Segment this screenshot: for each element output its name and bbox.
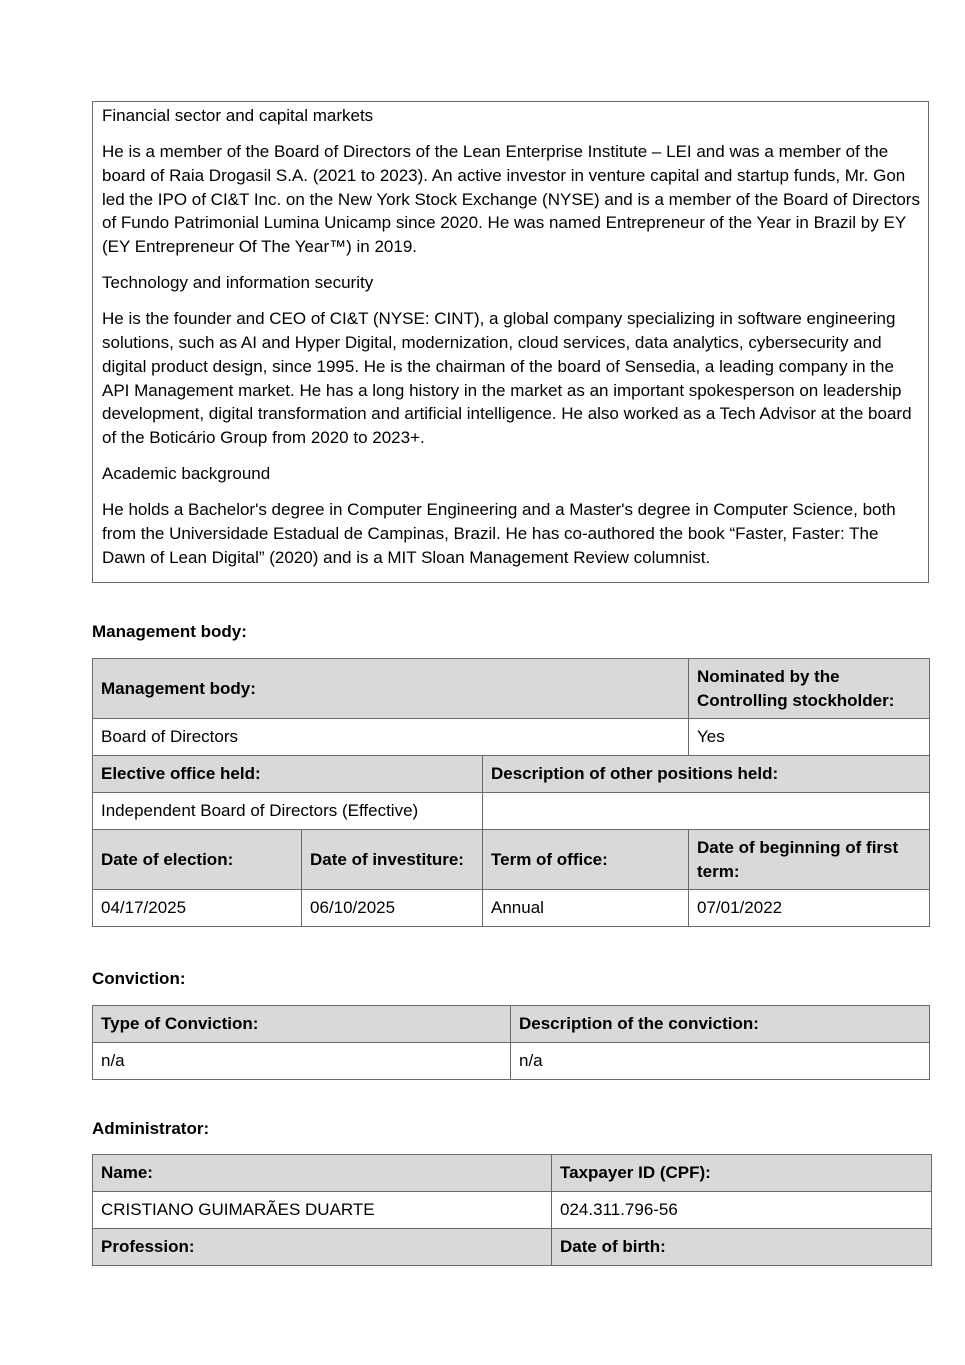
conviction-description-header: Description of the conviction: [511, 1006, 930, 1043]
table-row [93, 756, 930, 793]
table-row [93, 659, 930, 719]
conviction-table [92, 1005, 930, 1080]
table-row [93, 830, 930, 890]
table-row [93, 793, 930, 830]
table-row [93, 719, 930, 756]
table-row [93, 1229, 932, 1266]
name-header: Name: [93, 1155, 552, 1192]
investiture-date-value: 06/10/2025 [302, 890, 483, 927]
table-row [93, 1192, 932, 1229]
elective-office-header: Elective office held: [93, 756, 483, 793]
conviction-section-label: Conviction: [92, 969, 186, 988]
academic-text: He holds a Bachelor's degree in Computer Engineering and a Master's degree in Computer Science, both from the Universidade Estadual de Campinas, Brazil. He has co-authored the book “Faster, Faster: The Dawn of Lean Digital” (2020) and is a MIT Sloan Management Review columnist. [102, 500, 896, 567]
cpf-header: Taxpayer ID (CPF): [552, 1155, 932, 1192]
management-body-header: Management body: [93, 659, 689, 719]
conviction-type-value: n/a [93, 1043, 511, 1080]
election-date-header: Date of election: [93, 830, 302, 890]
profession-header: Profession: [93, 1229, 552, 1266]
financial-heading: Financial sector and capital markets [102, 106, 374, 125]
other-positions-header: Description of other positions held: [483, 756, 930, 793]
elective-office-value: Independent Board of Directors (Effective) [93, 793, 483, 830]
cpf-value: 024.311.796-56 [552, 1192, 932, 1229]
table-row [93, 1155, 932, 1192]
table-row [93, 1006, 930, 1043]
tech-heading: Technology and information security [102, 273, 374, 293]
term-value: Annual [483, 890, 689, 927]
administrator-section-label: Administrator: [92, 1119, 210, 1138]
conviction-description-value: n/a [511, 1043, 930, 1080]
table-row [93, 1043, 930, 1080]
birth-date-header: Date of birth: [552, 1229, 932, 1266]
administrator-table [92, 1154, 932, 1266]
other-positions-value [483, 793, 930, 830]
investiture-date-header: Date of investiture: [302, 830, 483, 890]
first-term-header: Date of beginning of first term: [689, 830, 930, 890]
financial-text: He is a member of the Board of Directors of the Lean Enterprise Institute – LEI and was a member of the board of Raia Drogasil S.A. (2021 to 2023). An active investor in venture capital and startup funds, Mr. Gon led the IPO of CI&T Inc. on the New York Stock Exchange (NYSE) and is a member of the Board of Directors of Fundo Patrimonial Lumina Unicamp since 2020. He was named Entrepreneur of the Year in Brazil by EY (EY Entrepreneur Of The Year™) in 2019. [102, 142, 920, 257]
academic-heading: Academic background [102, 464, 271, 484]
conviction-type-header: Type of Conviction: [93, 1006, 511, 1043]
name-value: CRISTIANO GUIMARÃES DUARTE [93, 1192, 552, 1229]
tech-text: He is the founder and CEO of CI&T (NYSE: CINT), a global company specializing in software engineering solutions, such as AI and Hyper Digital, modernization, cloud services, data analytics, cybersecurity and digital product design, since 1995. He is the chairman of the board of Sensedia, a leading company in the API Management market. He has a long history in the market as an important spokesperson on leadership development, digital transformation and artificial intelligence. He also worked as a Tech Advisor at the board of the Boticário Group from 2020 to 2023+. [102, 309, 912, 447]
table-row [93, 890, 930, 927]
term-header: Term of office: [483, 830, 689, 890]
management-table [92, 658, 930, 927]
election-date-value: 04/17/2025 [93, 890, 302, 927]
management-body-value: Board of Directors [93, 719, 689, 756]
bio-box [92, 101, 929, 583]
management-section-label: Management body: [92, 622, 247, 641]
nominated-value: Yes [689, 719, 930, 756]
nominated-header: Nominated by the Controlling stockholder: [689, 659, 930, 719]
first-term-value: 07/01/2022 [689, 890, 930, 927]
